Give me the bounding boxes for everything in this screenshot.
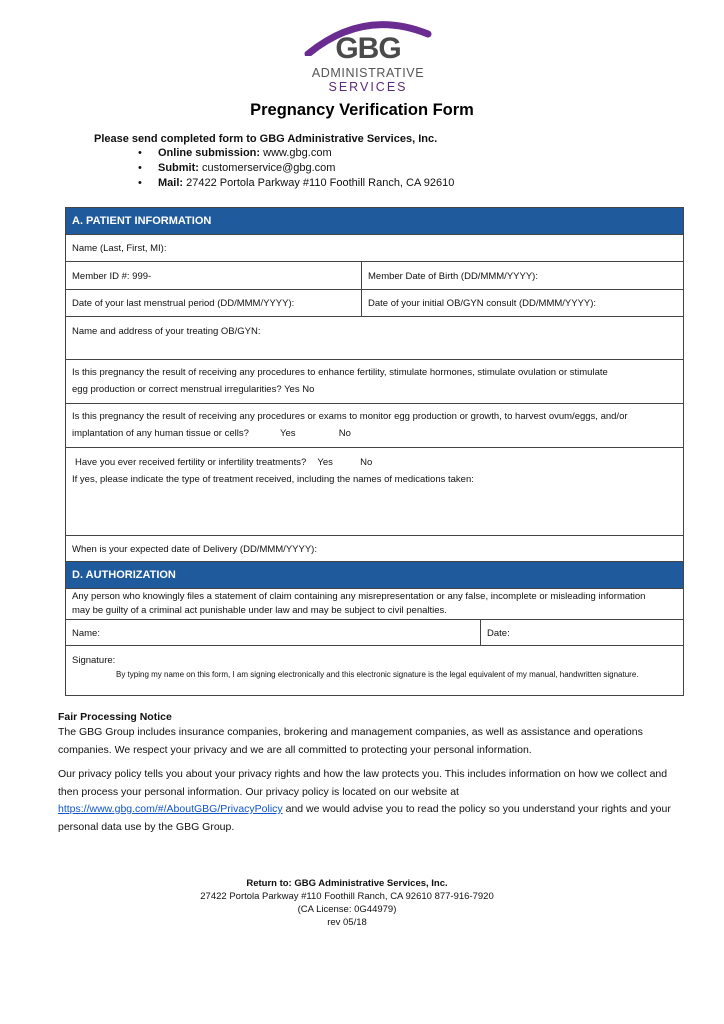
patient-name-field[interactable] <box>66 235 683 262</box>
egg-monitoring-line1: Is this pregnancy the result of receiving any procedures or exams to monitor egg production or growth, to harvest ovum/eggs, and/or <box>72 411 628 422</box>
fair-processing-notice <box>58 710 678 836</box>
delivery-date-label: When is your expected date of Delivery (DD/MMM/YYYY): <box>72 544 317 555</box>
footer-address: 27422 Portola Parkway #110 Foothill Ranch, CA 92610 877-916-7920 <box>200 891 494 902</box>
member-info-row <box>66 262 683 290</box>
authorization-date-label: Date: <box>487 628 510 639</box>
page-title: Pregnancy Verification Form <box>250 101 474 119</box>
submission-email-value: customerservice@gbg.com <box>198 162 336 174</box>
authorization-name-label: Name: <box>72 628 100 639</box>
send-instructions: Please send completed form to GBG Administrative Services, Inc. <box>94 133 438 145</box>
authorization-warning <box>66 589 683 620</box>
fertility-treatment-no-option[interactable]: No <box>360 457 373 468</box>
member-dob-field[interactable] <box>361 262 683 289</box>
logo-tagline-top: ADMINISTRATIVE <box>311 66 425 80</box>
submission-email: • Submit: customerservice@gbg.com <box>138 162 336 174</box>
member-id-field[interactable] <box>66 262 361 289</box>
egg-monitoring-line2: implantation of any human tissue or cells? <box>72 428 249 439</box>
delivery-date-field[interactable] <box>66 536 683 562</box>
footer-revision: rev 05/18 <box>327 917 367 928</box>
obgyn-consult-date-label: Date of your initial OB/GYN consult (DD/MMM/YYYY): <box>368 298 597 309</box>
dates-row <box>66 290 683 317</box>
signature-label: Signature: <box>72 655 116 666</box>
fair-processing-heading: Fair Processing Notice <box>58 711 172 723</box>
fair-processing-paragraph-2: Our privacy policy tells you about your privacy rights and how the law protects you. This includes information on how we collect and then process your personal information. Our privacy policy is located on our website at https://www.gbg.com/#/AboutGBG/PrivacyPolicy and we would advise you to read the policy so you understand your rights and your personal data use by the GBG Group. <box>58 768 671 833</box>
fertility-treatment-question <box>66 448 683 536</box>
return-address-footer <box>0 877 694 929</box>
submission-online: • Online submission: www.gbg.com <box>138 147 332 159</box>
fertility-procedures-question <box>66 360 683 404</box>
fertility-treatment-line1: Have you ever received fertility or infertility treatments? <box>75 457 307 468</box>
egg-monitoring-no-option[interactable]: No <box>338 428 351 439</box>
authorization-name-field[interactable] <box>66 620 480 645</box>
verification-form <box>65 207 684 696</box>
authorization-date-field[interactable] <box>480 620 683 645</box>
bullet-icon: • <box>138 162 142 174</box>
footer-return-to: Return to: GBG Administrative Services, Inc. <box>246 878 448 889</box>
egg-monitoring-yes-option[interactable]: Yes <box>280 428 296 439</box>
section-d-header: D. AUTHORIZATION <box>66 562 683 589</box>
submission-methods-list <box>138 146 454 191</box>
fertility-procedures-line2[interactable]: egg production or correct menstrual irregularities? Yes No <box>72 384 315 395</box>
obgyn-address-field[interactable] <box>66 317 683 360</box>
fertility-treatment-line2: If yes, please indicate the type of treatment received, including the names of medications taken: <box>72 474 474 485</box>
obgyn-consult-date-field[interactable] <box>361 290 683 316</box>
logo-wordmark: GBG <box>335 32 401 65</box>
obgyn-address-label: Name and address of your treating OB/GYN: <box>72 326 261 337</box>
signature-note: By typing my name on this form, I am signing electronically and this electronic signature is the legal equivalent of my manual, handwritten signature. <box>116 670 639 679</box>
logo-tagline-bottom: SERVICES <box>328 80 408 94</box>
bullet-icon: • <box>138 177 142 189</box>
patient-name-label: Name (Last, First, MI): <box>72 243 167 254</box>
submission-mail-value: 27422 Portola Parkway #110 Foothill Ranch, CA 92610 <box>183 177 455 189</box>
footer-license: (CA License: 0G44979) <box>297 904 397 915</box>
bullet-icon: • <box>138 147 142 159</box>
fertility-procedures-line1: Is this pregnancy the result of receiving any procedures to enhance fertility, stimulate hormones, stimulate ovulation or stimulate <box>72 367 608 378</box>
lmp-date-field[interactable] <box>66 290 361 316</box>
authorization-warning-line1: Any person who knowingly files a statement of claim containing any misrepresentation or any false, incomplete or misleading information <box>72 591 646 602</box>
member-dob-label: Member Date of Birth (DD/MMM/YYYY): <box>368 271 538 282</box>
submission-online-value: www.gbg.com <box>260 147 332 159</box>
fair-processing-paragraph-1: The GBG Group includes insurance companies, brokering and management companies, as well as assistance and operations companies. We respect your privacy and we are all committed to protecting your personal information. <box>58 726 643 756</box>
gbg-logo <box>304 16 432 96</box>
fertility-treatment-yes-option[interactable]: Yes <box>317 457 333 468</box>
egg-monitoring-question <box>66 404 683 448</box>
member-id-label: Member ID #: 999- <box>72 271 152 282</box>
submission-mail: • Mail: 27422 Portola Parkway #110 Foothill Ranch, CA 92610 <box>138 177 455 189</box>
authorization-name-date-row <box>66 620 683 646</box>
section-a-header: A. PATIENT INFORMATION <box>66 208 683 235</box>
privacy-policy-link[interactable]: https://www.gbg.com/#/AboutGBG/PrivacyPolicy <box>58 803 283 815</box>
lmp-date-label: Date of your last menstrual period (DD/MMM/YYYY): <box>72 298 295 309</box>
authorization-warning-line2: may be guilty of a criminal act punishable under law and may be subject to civil penalties. <box>72 605 447 616</box>
signature-field[interactable] <box>66 646 683 695</box>
